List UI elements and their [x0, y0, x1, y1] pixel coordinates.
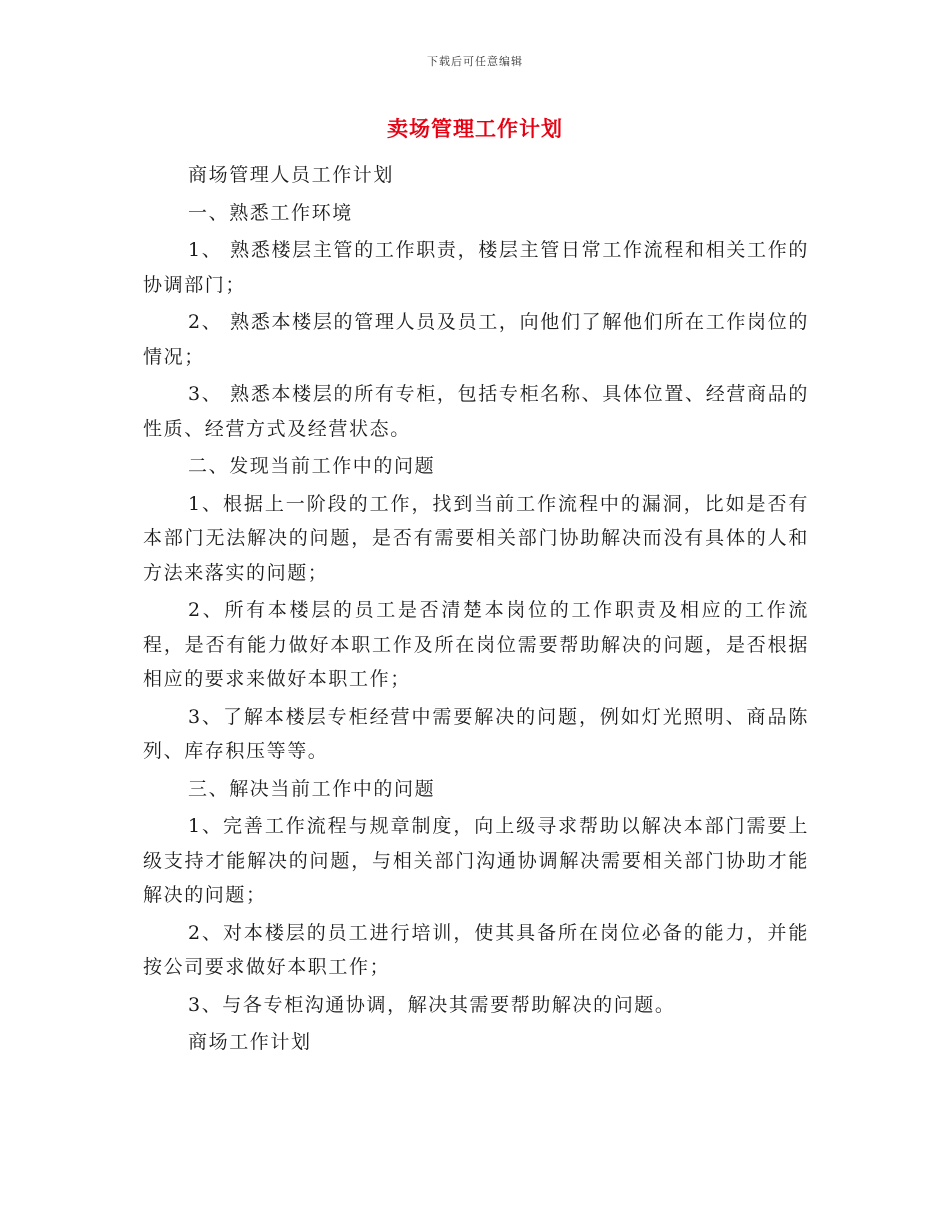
document-title: 卖场管理工作计划	[387, 117, 563, 141]
paragraph: 1、 熟悉楼层主管的工作职责，楼层主管日常工作流程和相关工作的协调部门；	[143, 239, 809, 296]
section-heading: 一、熟悉工作环境	[188, 201, 353, 224]
paragraph: 1、根据上一阶段的工作，找到当前工作流程中的漏洞，比如是否有本部门无法解决的问题，是否有需要相关部门协助解决而没有具体的人和方法来落实的问题；	[143, 492, 809, 584]
paragraph: 商场管理人员工作计划	[188, 164, 395, 186]
paragraph: 2、 熟悉本楼层的管理人员及员工，向他们了解他们所在工作岗位的情况；	[143, 311, 809, 368]
section-heading: 二、发现当前工作中的问题	[188, 455, 436, 477]
section-heading: 三、解决当前工作中的问题	[188, 777, 436, 800]
paragraph: 2、对本楼层的员工进行培训，使其具备所在岗位必备的能力，并能按公司要求做好本职工作；	[143, 921, 809, 978]
paragraph: 商场工作计划	[188, 1031, 312, 1053]
paragraph: 3、了解本楼层专柜经营中需要解决的问题，例如灯光照明、商品陈列、库存积压等等。	[143, 705, 809, 762]
document-body	[143, 158, 809, 1063]
header-note: 下载后可任意编辑	[427, 55, 523, 68]
paragraph: 3、与各专柜沟通协调，解决其需要帮助解决的问题。	[188, 993, 676, 1016]
paragraph: 1、完善工作流程与规章制度，向上级寻求帮助以解决本部门需要上级支持才能解决的问题，与相关部门沟通协调解决需要相关部门协助才能解决的问题；	[143, 815, 809, 906]
paragraph: 2、所有本楼层的员工是否清楚本岗位的工作职责及相应的工作流程，是否有能力做好本职工作及所在岗位需要帮助解决的问题，是否根据相应的要求来做好本职工作；	[143, 599, 809, 690]
paragraph: 3、 熟悉本楼层的所有专柜，包括专柜名称、具体位置、经营商品的性质、经营方式及经营状态。	[143, 383, 809, 440]
